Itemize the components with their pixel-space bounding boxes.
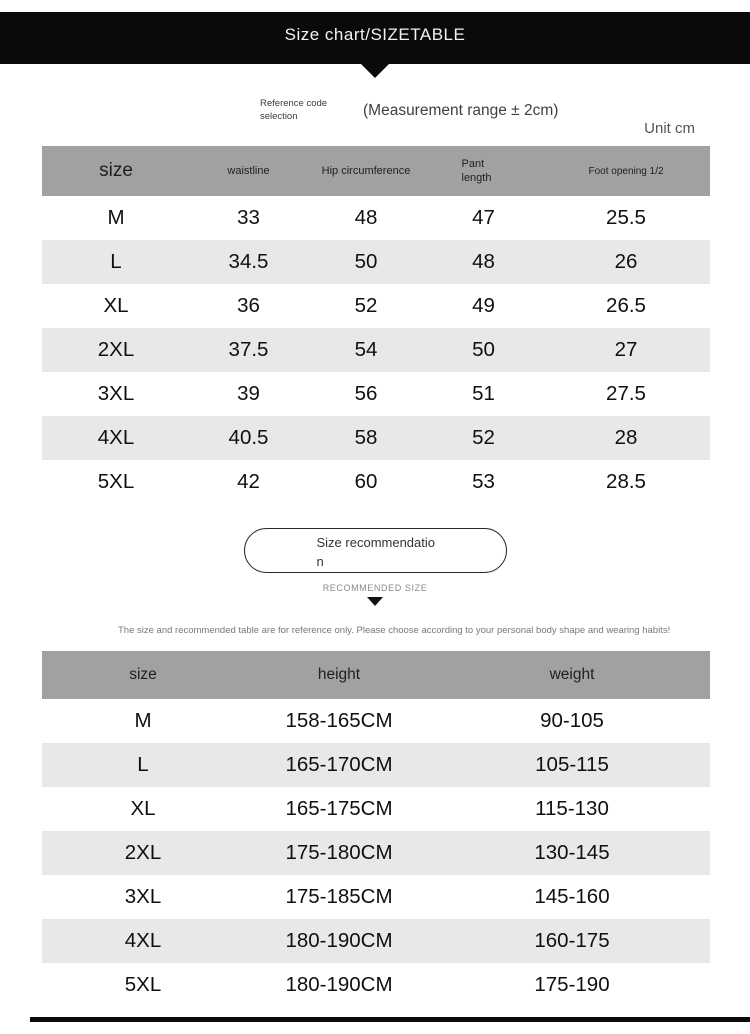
table-cell: 52 <box>354 294 378 317</box>
table-header-row <box>42 146 710 196</box>
column-header: size <box>42 651 244 699</box>
table-cell: 49 <box>472 294 495 317</box>
table-cell: 54 <box>354 338 378 361</box>
table-cell: 105-115 <box>535 752 609 776</box>
table-cell: L <box>137 752 149 776</box>
table-cell: 5XL <box>97 470 135 493</box>
bottom-divider <box>30 1017 750 1022</box>
table-cell: 36 <box>237 294 260 317</box>
table-row <box>42 699 710 743</box>
table-row <box>42 787 710 831</box>
table-row <box>42 743 710 787</box>
page-title: Size chart/SIZETABLE <box>284 25 466 44</box>
table-row <box>42 460 710 504</box>
meta-row <box>0 78 750 146</box>
table-cell: 130-145 <box>534 840 610 864</box>
column-header: size <box>42 146 190 196</box>
table-cell: 175-185CM <box>285 884 393 908</box>
table-cell: 52 <box>472 426 495 449</box>
table-row <box>42 875 710 919</box>
measurement-range-label: (Measurement range ± 2cm) <box>363 102 559 119</box>
table-row <box>42 284 710 328</box>
disclaimer-text: The size and recommended table are for reference only. Please choose according to your personal body shape and wearing habits! <box>118 625 671 636</box>
table-cell: 28 <box>614 426 638 449</box>
table-row <box>42 328 710 372</box>
unit-label: Unit cm <box>644 120 695 137</box>
table-cell: 2XL <box>124 840 162 864</box>
table-cell: 4XL <box>97 426 135 449</box>
arrow-down-icon <box>367 597 383 606</box>
table-cell: 158-165CM <box>285 708 393 732</box>
table-cell: XL <box>130 796 156 820</box>
table-cell: 4XL <box>124 928 162 952</box>
table-row <box>42 196 710 240</box>
table-row <box>42 372 710 416</box>
table-cell: 50 <box>354 250 378 273</box>
table-cell: 180-190CM <box>285 972 393 996</box>
table-cell: XL <box>103 294 129 317</box>
table-cell: 40.5 <box>228 426 269 449</box>
table-cell: 26 <box>614 250 638 273</box>
table-cell: 165-175CM <box>285 796 393 820</box>
table-cell: 5XL <box>124 972 162 996</box>
table-cell: 58 <box>354 426 378 449</box>
table-cell: 3XL <box>97 382 135 405</box>
height-weight-table <box>42 651 710 1007</box>
table-cell: M <box>107 206 125 229</box>
table-cell: 50 <box>472 338 495 361</box>
table-cell: 160-175 <box>534 928 610 952</box>
table-row <box>42 919 710 963</box>
column-header: Pant length <box>425 146 542 196</box>
table-row <box>42 831 710 875</box>
table-cell: 37.5 <box>228 338 269 361</box>
size-recommendation-pill <box>244 528 507 573</box>
table-cell: 34.5 <box>228 250 269 273</box>
table-row <box>42 963 710 1007</box>
recommended-size-label: RECOMMENDED SIZE <box>322 583 428 593</box>
top-spacer <box>0 0 750 12</box>
column-header: Foot opening 1/2 <box>542 146 710 196</box>
column-header: weight <box>434 651 710 699</box>
table-cell: 27.5 <box>606 382 646 405</box>
table-cell: 165-170CM <box>285 752 393 776</box>
table-cell: 90-105 <box>540 708 604 732</box>
column-header: Hip circumference <box>307 146 425 196</box>
measurements-table <box>42 146 710 504</box>
table-cell: M <box>134 708 152 732</box>
size-recommendation-label: Size recommendation <box>316 535 435 569</box>
table-cell: 48 <box>354 206 378 229</box>
table-cell: 28.5 <box>606 470 646 493</box>
header-bar <box>0 12 750 64</box>
table-header-row <box>42 651 710 699</box>
table-cell: 180-190CM <box>285 928 393 952</box>
table-cell: 60 <box>354 470 378 493</box>
column-header: waistline <box>190 146 307 196</box>
table-cell: 2XL <box>97 338 135 361</box>
table-cell: 51 <box>472 382 495 405</box>
table-row <box>42 416 710 460</box>
table-cell: 175-190 <box>534 972 610 996</box>
table-cell: 42 <box>237 470 260 493</box>
table-cell: 175-180CM <box>285 840 393 864</box>
table-cell: 27 <box>614 338 638 361</box>
table-cell: 145-160 <box>534 884 610 908</box>
table-cell: 33 <box>237 206 260 229</box>
table-cell: 53 <box>472 470 495 493</box>
table-cell: 115-130 <box>535 796 609 820</box>
table-cell: 47 <box>472 206 495 229</box>
table-cell: 25.5 <box>606 206 646 229</box>
table-cell: 39 <box>237 382 260 405</box>
table-cell: 26.5 <box>606 294 646 317</box>
table-cell: 56 <box>354 382 378 405</box>
table-cell: L <box>110 250 122 273</box>
table-cell: 48 <box>472 250 495 273</box>
reference-code-label: Reference code selection <box>260 98 328 122</box>
column-header: height <box>244 651 434 699</box>
table-cell: 3XL <box>124 884 162 908</box>
table-row <box>42 240 710 284</box>
arrow-down-icon <box>361 64 389 78</box>
